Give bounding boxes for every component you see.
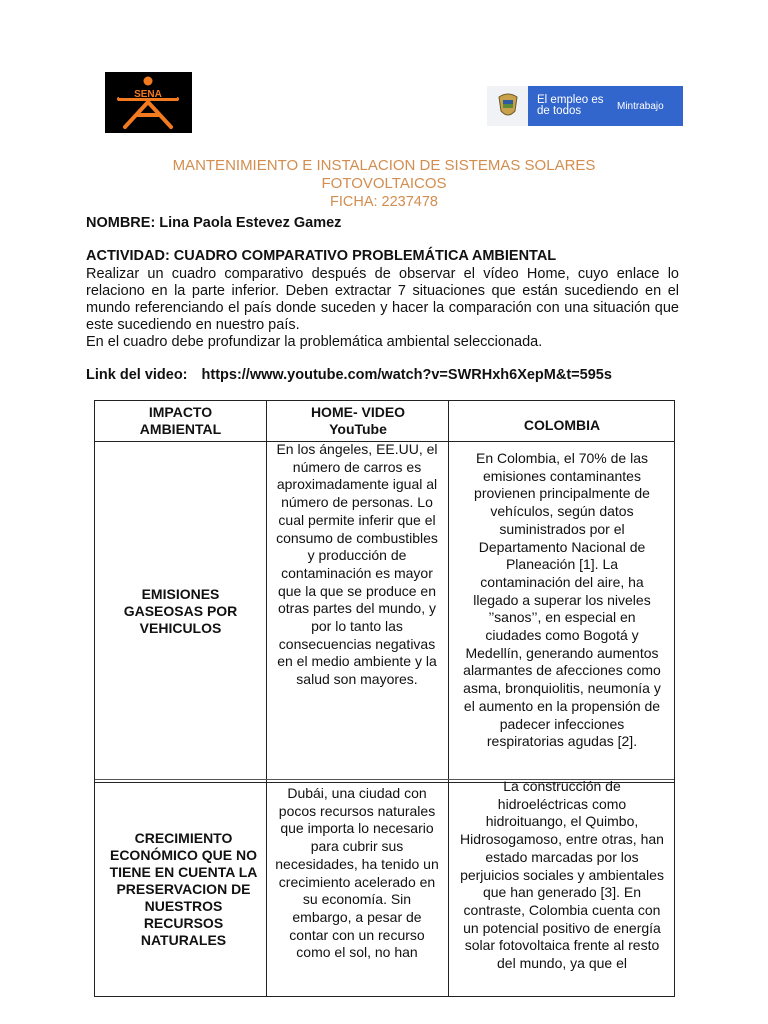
program-title-line2: FOTOVOLTAICOS [321, 175, 447, 192]
instructions-paragraph-2: En el cuadro debe profundizar la problemática ambiental seleccionada. [86, 334, 543, 350]
gov-ministry: Mintrabajo [617, 100, 664, 112]
gov-slogan: El empleo es de todos [537, 94, 604, 117]
activity-title: ACTIVIDAD: CUADRO COMPARATIVO PROBLEMÁTICA AMBIENTAL [86, 248, 557, 264]
table-row-2-impact: CRECIMIENTO ECONÓMICO QUE NO TIENE EN CUENTA LA PRESERVACION DE NUESTROS RECURSOS NATURALES [109, 829, 258, 948]
video-link-line [86, 367, 612, 383]
instructions [86, 266, 679, 351]
student-name: NOMBRE: Lina Paola Estevez Gamez [86, 215, 342, 231]
header-impacto: IMPACTO AMBIENTAL [139, 404, 222, 437]
sena-logo-text: SENA [134, 89, 162, 100]
video-link-url[interactable]: https://www.youtube.com/watch?v=SWRHxh6XepM&t=595s [201, 367, 612, 383]
table-row-1-impact: EMISIONES GASEOSAS POR VEHICULOS [123, 585, 238, 636]
table-row-1-colombia: En Colombia, el 70% de las emisiones contaminantes provienen principalmente de vehículos, según datos suministrados por el Departamento Nacional de Planeación [1]. La contaminación del aire, ha llegado a superar los niveles ’’sanos’’, en especial en ciudades como Bogotá y Medellín, generando aumentos alarmantes de afecciones como asma, bronquiolitis, neumonía y el aumento en la propensión de padecer infecciones respiratorias agudas [2]. [463, 450, 661, 750]
header-colombia: COLOMBIA [523, 416, 601, 433]
program-title-line1: MANTENIMIENTO E INSTALACION DE SISTEMAS SOLARES [172, 157, 596, 174]
comparison-table [94, 400, 675, 997]
table-row-2-home: Dubái, una ciudad con pocos recursos naturales que importa lo necesario para cubrir sus necesidades, ha tenido un crecimiento acelerado en su economía. Sin embargo, a pesar de contar con un recurso como el sol, no han [275, 785, 439, 961]
table-row-1-home: En los ángeles, EE.UU, el número de carros es aproximadamente igual al número de personas. Lo cual permite inferir que el consumo de combustibles y producción de contaminación es mayor que la que se produce en otras partes del mundo, y por lo tanto las consecuencias negativas en el medio ambiente y la salud son mayores. [276, 441, 438, 688]
sena-logo [105, 72, 192, 133]
table-row-2-colombia: La construcción de hidroeléctricas como hidroituango, el Quimbo, Hidrosogamoso, entre otras, han estado marcadas por los perjuicios sociales y ambientales que han generado [3]. En contraste, Colombia cuenta con un potencial positivo de energía solar fotovoltaica frente al resto del mundo, ya que el [460, 778, 664, 972]
header-home-video: HOME- VIDEO YouTube [310, 404, 406, 437]
video-link-label: Link del video: [86, 367, 188, 383]
column-divider [266, 401, 267, 996]
instructions-paragraph-1: Realizar un cuadro comparativo después de observar el vídeo Home, cuyo enlace lo relaciono en la parte inferior. Deben extractar 7 situaciones que están sucediendo en el mundo referenciando el país donde suceden y hacer la comparación con una situación que este sucediendo en nuestro país. [86, 266, 679, 333]
column-divider [448, 401, 449, 996]
coat-of-arms-icon [487, 86, 528, 126]
gov-logo [487, 86, 683, 126]
ficha-number: FICHA: 2237478 [329, 194, 438, 210]
